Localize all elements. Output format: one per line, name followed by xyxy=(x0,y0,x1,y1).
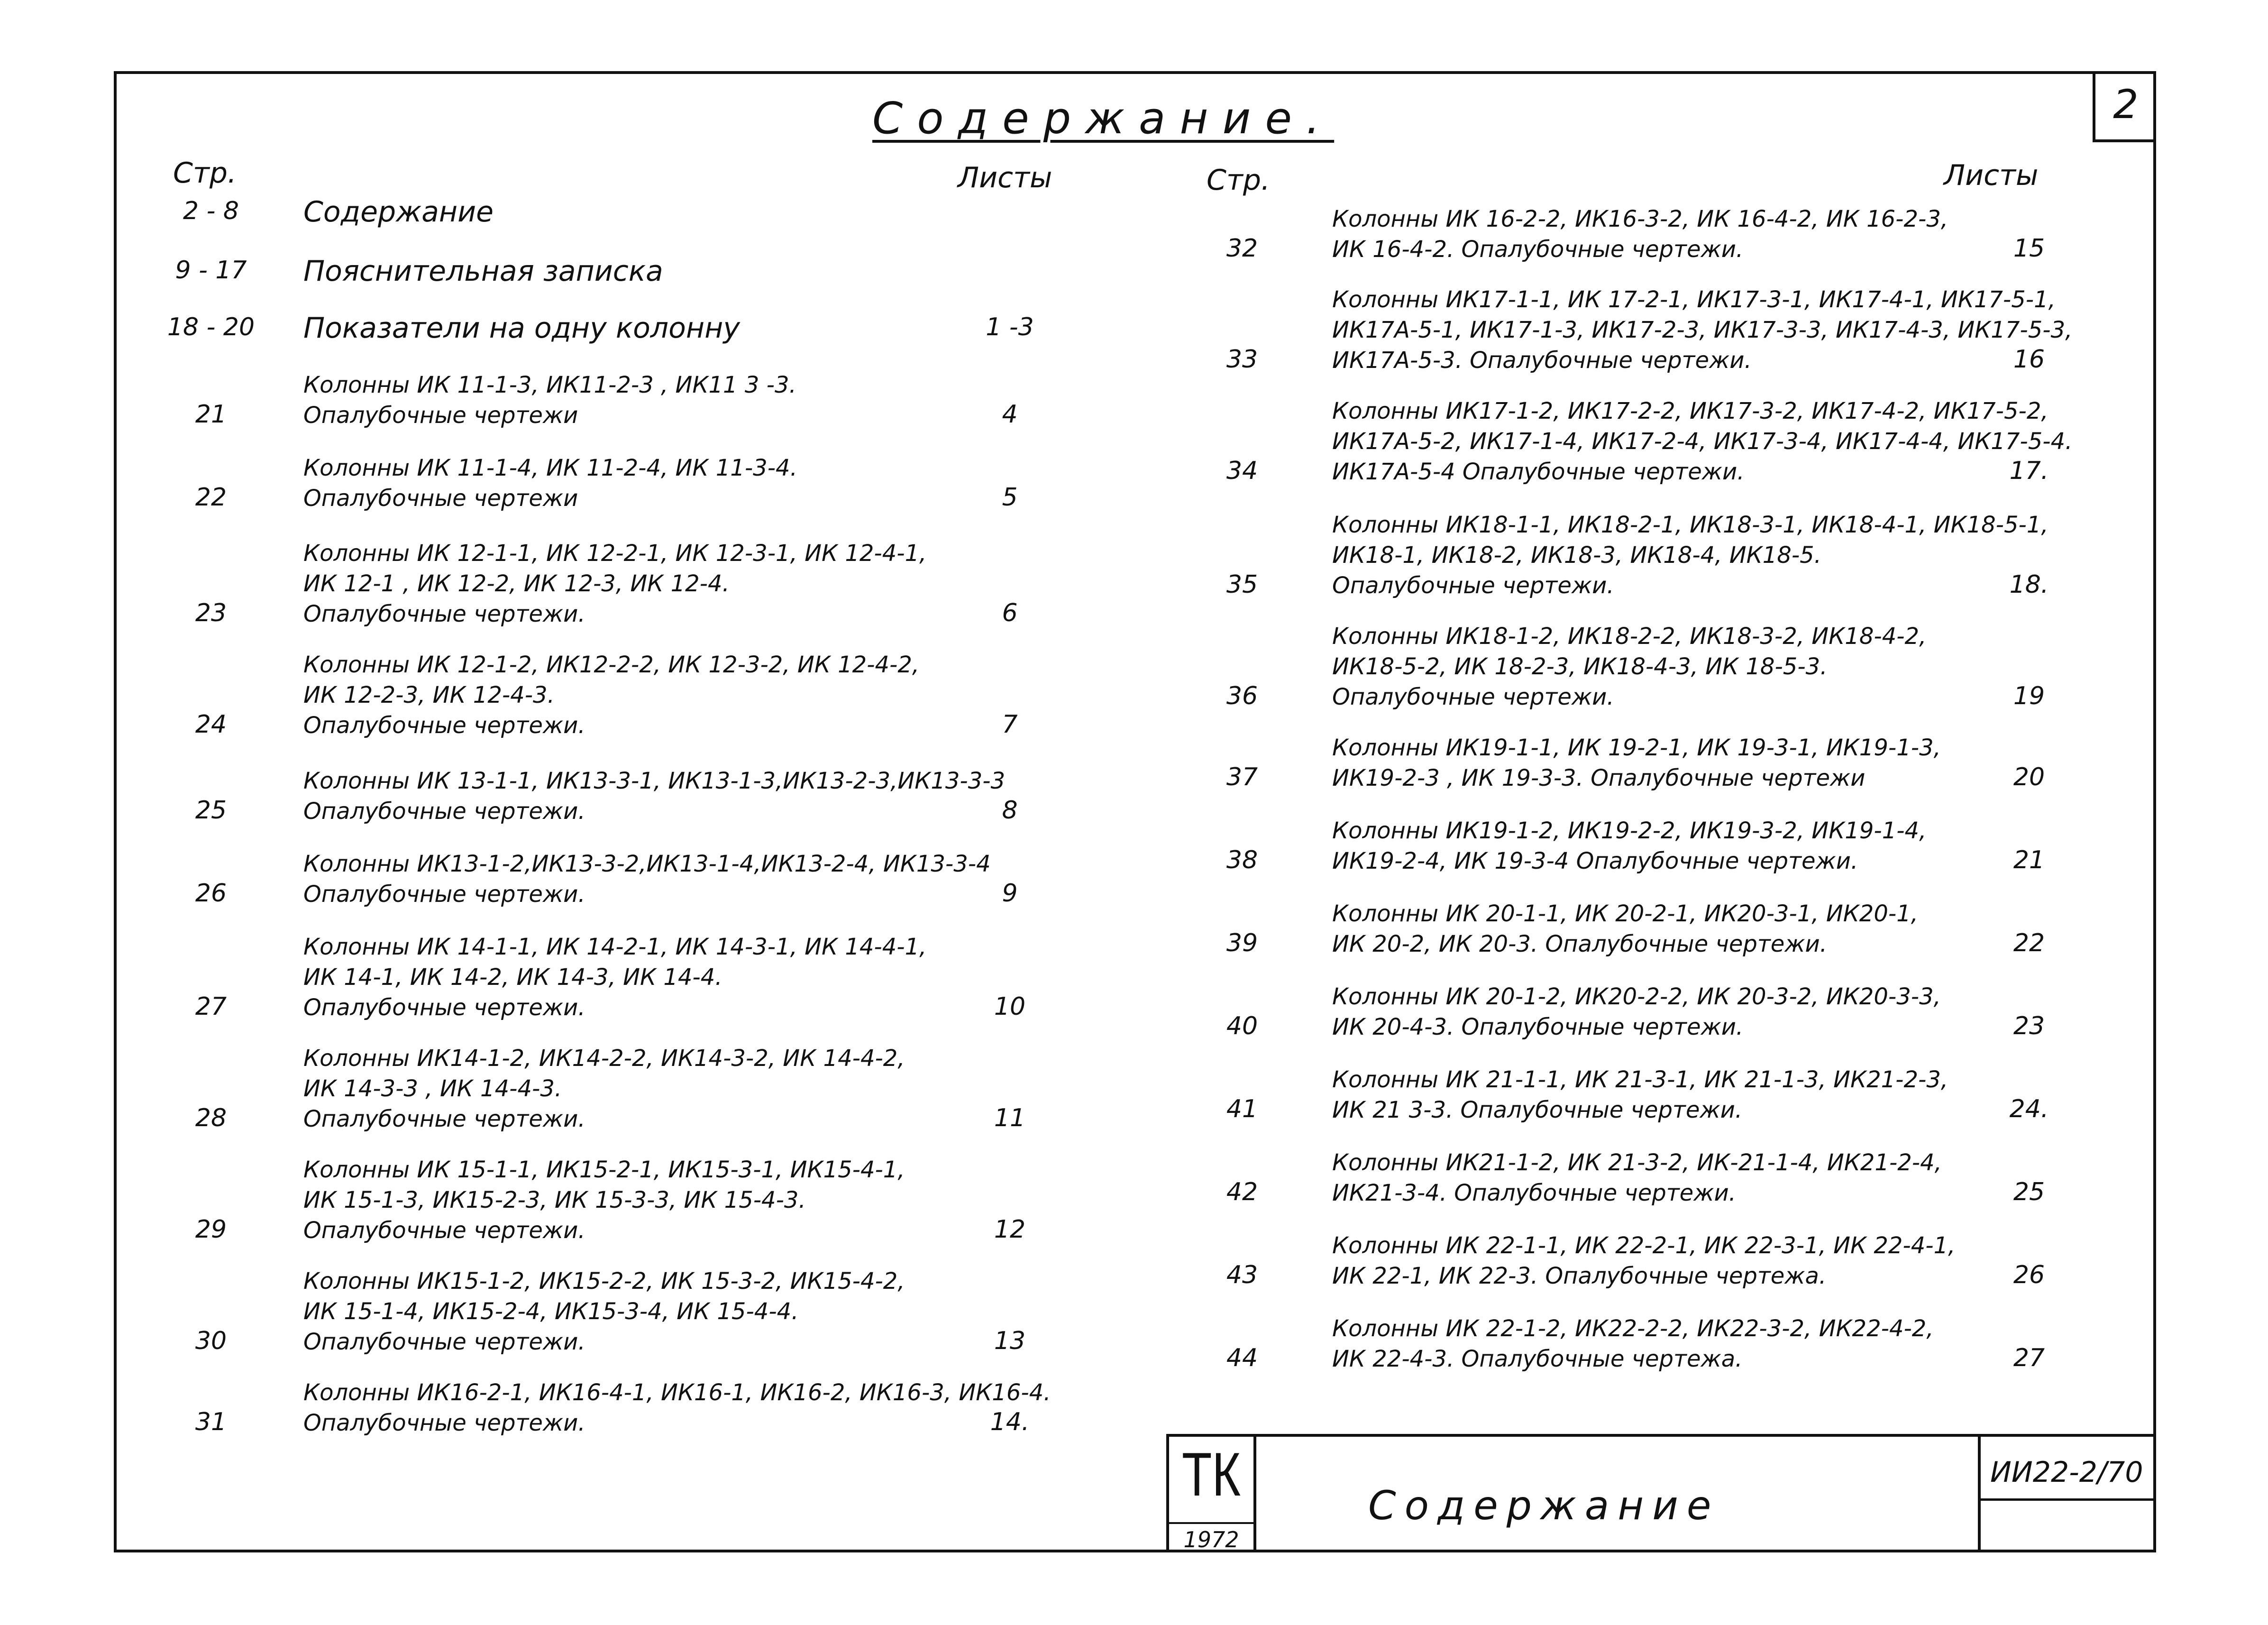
entry-line: Колонны ИК 11-1-3, ИК11-2-3 , ИК11 3 -3. xyxy=(303,372,796,398)
entry-line: ИК18-1, ИК18-2, ИК18-3, ИК18-4, ИК18-5. xyxy=(1332,542,1821,569)
right-page-number: 41 xyxy=(1226,1095,1258,1123)
title-block-code: ИИ22-2/70 xyxy=(1990,1456,2143,1489)
left-sheet-number: 6 xyxy=(1002,599,1018,627)
entry-line: Опалубочные чертежи. xyxy=(303,1217,585,1244)
right-sheet-number: 19 xyxy=(2013,682,2045,710)
entry-line: ИК 14-1, ИК 14-2, ИК 14-3, ИК 14-4. xyxy=(303,964,722,991)
left-page-header: Стр. xyxy=(173,156,237,190)
left-page-number: 9 - 17 xyxy=(175,256,247,285)
right-page-number: 40 xyxy=(1226,1012,1258,1040)
right-page-number: 32 xyxy=(1226,234,1258,263)
left-entry-text xyxy=(303,256,663,286)
entry-line: Колонны ИК 22-1-2, ИК22-2-2, ИК22-3-2, ИК22-4-2, xyxy=(1332,1315,1934,1342)
left-sheet-number: 12 xyxy=(994,1215,1026,1244)
entry-line: Колонны ИК 12-1-2, ИК12-2-2, ИК 12-3-2, ИК 12-4-2, xyxy=(303,652,920,678)
entry-line: Колонны ИК 22-1-1, ИК 22-2-1, ИК 22-3-1, ИК 22-4-1, xyxy=(1332,1232,1956,1259)
entry-line: Колонны ИК 12-1-1, ИК 12-2-1, ИК 12-3-1, ИК 12-4-1, xyxy=(303,540,927,567)
right-entry-text xyxy=(1332,733,1941,793)
entry-line: ИК 16-4-2. Опалубочные чертежи. xyxy=(1332,236,1744,263)
right-page-number: 34 xyxy=(1226,457,1258,485)
entry-line: Колонны ИК18-1-2, ИК18-2-2, ИК18-3-2, ИК18-4-2, xyxy=(1332,623,1927,650)
entry-line: Колонны ИК16-2-1, ИК16-4-1, ИК16-1, ИК16-2, ИК16-3, ИК16-4. xyxy=(303,1379,1051,1406)
left-sheet-number: 13 xyxy=(994,1327,1026,1355)
right-entry-text xyxy=(1332,1148,1942,1208)
left-page-number: 26 xyxy=(195,879,227,908)
entry-line: Опалубочные чертежи. xyxy=(303,1329,585,1355)
title-block xyxy=(1166,1434,2156,1552)
entry-line: ИК17А-5-1, ИК17-1-3, ИК17-2-3, ИК17-3-3, ИК17-4-3, ИК17-5-3, xyxy=(1332,317,2073,343)
left-entry-text xyxy=(303,313,740,343)
entry-line: Опалубочные чертежи. xyxy=(303,1410,585,1436)
entry-line: Опалубочные чертежи. xyxy=(303,601,585,627)
entry-line: Колонны ИК 20-1-1, ИК 20-2-1, ИК20-3-1, ИК20-1, xyxy=(1332,900,1918,927)
right-sheet-number: 24. xyxy=(2009,1095,2049,1123)
left-page-number: 25 xyxy=(195,796,227,825)
right-sheet-number: 18. xyxy=(2009,570,2049,599)
right-page-number: 36 xyxy=(1226,682,1258,710)
left-entry-text xyxy=(303,1155,905,1246)
left-sheet-number: 5 xyxy=(1002,483,1018,512)
right-page-number: 33 xyxy=(1226,345,1258,374)
page-title: Содержание. xyxy=(872,93,1335,144)
right-sheet-number: 15 xyxy=(2013,234,2045,263)
right-page-header: Стр. xyxy=(1207,164,1271,197)
entry-line: Колонны ИК17-1-2, ИК17-2-2, ИК17-3-2, ИК17-4-2, ИК17-5-2, xyxy=(1332,398,2049,424)
entry-line: ИК18-5-2, ИК 18-2-3, ИК18-4-3, ИК 18-5-3. xyxy=(1332,653,1828,680)
entry-line: ИК 22-1, ИК 22-3. Опалубочные чертежа. xyxy=(1332,1263,1827,1289)
right-sheet-number: 20 xyxy=(2013,763,2045,791)
entry-line: Показатели на одну колонну xyxy=(303,312,740,345)
entry-line: Колонны ИК 21-1-1, ИК 21-3-1, ИК 21-1-3, ИК21-2-3, xyxy=(1332,1066,1948,1093)
entry-line: Пояснительная записка xyxy=(303,255,663,288)
right-sheet-number: 21 xyxy=(2013,846,2045,874)
entry-line: Опалубочные чертежи. xyxy=(303,1106,585,1132)
entry-line: Колонны ИК18-1-1, ИК18-2-1, ИК18-3-1, ИК18-4-1, ИК18-5-1, xyxy=(1332,512,2049,538)
entry-line: Опалубочные чертежи xyxy=(303,402,578,429)
right-entry-text xyxy=(1332,285,2072,376)
entry-line: Опалубочные чертежи. xyxy=(1332,572,1614,599)
left-page-number: 23 xyxy=(195,599,227,627)
entry-line: Колонны ИК21-1-2, ИК 21-3-2, ИК-21-1-4, ИК21-2-4, xyxy=(1332,1149,1942,1176)
entry-line: Опалубочные чертежи. xyxy=(1332,684,1614,710)
right-sheet-number: 22 xyxy=(2013,929,2045,957)
entry-line: Опалубочные чертежи. xyxy=(303,798,585,825)
left-page-number: 18 - 20 xyxy=(167,313,255,341)
left-page-number: 31 xyxy=(195,1408,227,1436)
entry-line: ИК 12-1 , ИК 12-2, ИК 12-3, ИК 12-4. xyxy=(303,570,730,597)
entry-line: ИК21-3-4. Опалубочные чертежи. xyxy=(1332,1180,1736,1206)
entry-line: Колонны ИК 13-1-1, ИК13-3-1, ИК13-1-3,ИК13-2-3,ИК13-3-3 xyxy=(303,768,1006,794)
left-page-number: 24 xyxy=(195,710,227,739)
entry-line: Опалубочные чертежи. xyxy=(303,994,585,1021)
entry-line: Колонны ИК15-1-2, ИК15-2-2, ИК 15-3-2, ИК15-4-2, xyxy=(303,1268,905,1294)
right-entry-text xyxy=(1332,510,2049,601)
right-page-number: 43 xyxy=(1226,1261,1258,1289)
left-page-number: 27 xyxy=(195,992,227,1021)
entry-line: Опалубочные чертежи xyxy=(303,485,578,512)
right-sheet-number: 23 xyxy=(2013,1012,2045,1040)
left-sheet-number: 8 xyxy=(1002,796,1018,825)
right-sheet-number: 25 xyxy=(2013,1178,2045,1206)
entry-line: ИК 15-1-4, ИК15-2-4, ИК15-3-4, ИК 15-4-4. xyxy=(303,1298,799,1325)
entry-line: Колонны ИК19-1-1, ИК 19-2-1, ИК 19-3-1, ИК19-1-3, xyxy=(1332,734,1941,761)
entry-line: ИК17А-5-3. Опалубочные чертежи. xyxy=(1332,347,1752,374)
left-entry-text xyxy=(303,1266,905,1357)
right-entry-text xyxy=(1332,1230,1955,1291)
entry-line: Колонны ИК13-1-2,ИК13-3-2,ИК13-1-4,ИК13-2-4, ИК13-3-4 xyxy=(303,851,991,877)
entry-line: ИК 20-2, ИК 20-3. Опалубочные чертежи. xyxy=(1332,931,1827,957)
right-entry-text xyxy=(1332,982,1941,1042)
right-sheet-number: 16 xyxy=(2013,345,2045,374)
left-sheet-number: 1 -3 xyxy=(986,313,1034,341)
left-sheets-header: Листы xyxy=(958,161,1052,194)
right-entry-text xyxy=(1332,1313,1934,1374)
left-sheet-number: 14. xyxy=(990,1408,1030,1436)
right-entry-text xyxy=(1332,204,1948,265)
left-page-number: 22 xyxy=(195,483,227,512)
sheet-number: 2 xyxy=(2093,71,2156,142)
entry-line: ИК 20-4-3. Опалубочные чертежи. xyxy=(1332,1014,1744,1040)
entry-line: ИК 21 3-3. Опалубочные чертежи. xyxy=(1332,1097,1743,1123)
entry-line: ИК19-2-3 , ИК 19-3-3. Опалубочные чертежи xyxy=(1332,765,1866,791)
right-page-number: 35 xyxy=(1226,570,1258,599)
entry-line: Опалубочные чертежи. xyxy=(303,712,585,739)
left-entry-text xyxy=(303,766,1005,826)
left-entry-text xyxy=(303,453,797,514)
entry-line: ИК19-2-4, ИК 19-3-4 Опалубочные чертежи. xyxy=(1332,848,1858,874)
right-entry-text xyxy=(1332,899,1918,959)
right-sheets-header: Листы xyxy=(1944,159,2039,192)
right-entry-text xyxy=(1332,816,1926,876)
entry-line: Колонны ИК 20-1-2, ИК20-2-2, ИК 20-3-2, ИК20-3-3, xyxy=(1332,983,1941,1010)
entry-line: ИК 15-1-3, ИК15-2-3, ИК 15-3-3, ИК 15-4-3. xyxy=(303,1187,806,1213)
entry-line: ИК 22-4-3. Опалубочные чертежа. xyxy=(1332,1346,1743,1372)
right-sheet-number: 17. xyxy=(2009,457,2049,485)
left-entry-text xyxy=(303,650,919,741)
left-entry-text xyxy=(303,1043,905,1134)
left-page-number: 2 - 8 xyxy=(183,197,239,225)
right-page-number: 38 xyxy=(1226,846,1258,874)
entry-line: Колонны ИК19-1-2, ИК19-2-2, ИК19-3-2, ИК19-1-4, xyxy=(1332,817,1927,844)
left-entry-text xyxy=(303,197,494,227)
title-block-divider xyxy=(1981,1498,2156,1501)
entry-line: Опалубочные чертежи. xyxy=(303,881,585,908)
title-block-mark-cell xyxy=(1169,1437,1256,1552)
left-sheet-number: 9 xyxy=(1002,879,1018,908)
right-page-number: 37 xyxy=(1226,763,1258,791)
right-entry-text xyxy=(1332,1065,1948,1125)
right-sheet-number: 27 xyxy=(2013,1344,2045,1372)
title-block-year: 1972 xyxy=(1169,1522,1253,1552)
entry-line: Колонны ИК 14-1-1, ИК 14-2-1, ИК 14-3-1, ИК 14-4-1, xyxy=(303,934,927,960)
entry-line: Колонны ИК 15-1-1, ИК15-2-1, ИК15-3-1, ИК15-4-1, xyxy=(303,1157,905,1183)
right-page-number: 44 xyxy=(1226,1344,1258,1372)
right-entry-text xyxy=(1332,621,1926,712)
title-block-code-cell xyxy=(1978,1437,2156,1552)
title-block-name: Содержание xyxy=(1368,1482,1720,1529)
right-page-number: 42 xyxy=(1226,1178,1258,1206)
left-entry-text xyxy=(303,932,926,1023)
right-page-number: 39 xyxy=(1226,929,1258,957)
entry-line: Колонны ИК 11-1-4, ИК 11-2-4, ИК 11-3-4. xyxy=(303,455,797,481)
left-page-number: 28 xyxy=(195,1104,227,1132)
left-sheet-number: 7 xyxy=(1002,710,1018,739)
entry-line: Колонны ИК17-1-1, ИК 17-2-1, ИК17-3-1, ИК17-4-1, ИК17-5-1, xyxy=(1332,286,2056,313)
left-sheet-number: 11 xyxy=(994,1104,1026,1132)
entry-line: Колонны ИК14-1-2, ИК14-2-2, ИК14-3-2, ИК 14-4-2, xyxy=(303,1045,905,1072)
left-page-number: 30 xyxy=(195,1327,227,1355)
entry-line: ИК 12-2-3, ИК 12-4-3. xyxy=(303,682,555,708)
left-sheet-number: 10 xyxy=(994,992,1026,1021)
left-page-number: 29 xyxy=(195,1215,227,1244)
left-entry-text xyxy=(303,1377,1051,1438)
left-entry-text xyxy=(303,849,991,909)
entry-line: ИК17А-5-2, ИК17-1-4, ИК17-2-4, ИК17-3-4, ИК17-4-4, ИК17-5-4. xyxy=(1332,428,2073,455)
title-block-mark: ТК xyxy=(1181,1440,1241,1509)
right-sheet-number: 26 xyxy=(2013,1261,2045,1289)
right-entry-text xyxy=(1332,396,2072,487)
entry-line: ИК 14-3-3 , ИК 14-4-3. xyxy=(303,1075,562,1102)
left-page-number: 21 xyxy=(195,400,227,429)
left-sheet-number: 4 xyxy=(1002,400,1018,429)
left-entry-text xyxy=(303,370,796,431)
left-entry-text xyxy=(303,538,926,629)
entry-line: Колонны ИК 16-2-2, ИК16-3-2, ИК 16-4-2, ИК 16-2-3, xyxy=(1332,206,1948,232)
entry-line: Содержание xyxy=(303,195,494,229)
entry-line: ИК17А-5-4 Опалубочные чертежи. xyxy=(1332,459,1745,485)
